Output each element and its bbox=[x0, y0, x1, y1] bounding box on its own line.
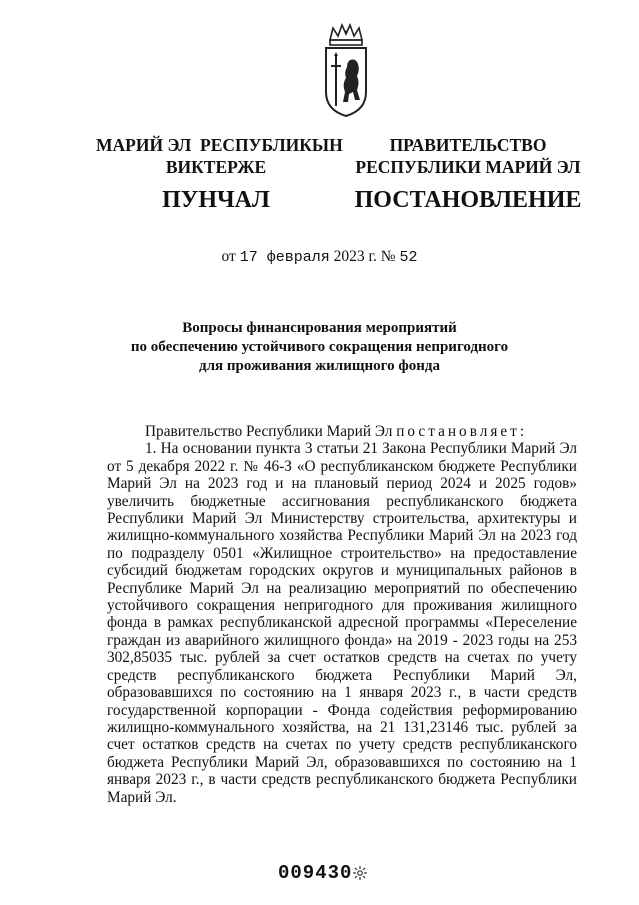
title-line3: для проживания жилищного фонда bbox=[199, 358, 440, 374]
header-left-line1: МАРИЙ ЭЛ РЕСПУБЛИКЫН bbox=[96, 135, 343, 155]
intro-line bbox=[107, 423, 577, 440]
coat-of-arms-icon bbox=[322, 22, 370, 118]
header-right bbox=[348, 134, 588, 215]
title-line1: Вопросы финансирования мероприятий bbox=[182, 320, 457, 336]
header-left-doc-type: ПУНЧАЛ bbox=[162, 187, 270, 213]
intro-decree-word: постановляет: bbox=[396, 423, 528, 440]
serial-number: 009430 bbox=[278, 862, 353, 884]
date-prefix: от bbox=[221, 248, 236, 265]
header-left-line2: ВИКТЕРЖЕ bbox=[165, 157, 267, 177]
header-right-doc-type: ПОСТАНОВЛЕНИЕ bbox=[354, 187, 582, 213]
security-mark-icon bbox=[352, 865, 368, 881]
date-day-month: 17 февраля bbox=[239, 249, 330, 266]
intro-start: Правительство Республики Марий Эл bbox=[145, 423, 393, 440]
header-right-line1: ПРАВИТЕЛЬСТВО bbox=[389, 135, 547, 155]
paragraph-1: 1. На основании пункта 3 статьи 21 Закона Республики Марий Эл от 5 декабря 2022 г. № 46-З «О республиканском бюджете Республики Марий Эл на 2023 год и на плановый период 2024 и 2025 годов» увеличить бюджетные ассигнования республиканского бюджета Республики Марий Эл Министерству строительства, архитектуры и жилищно-коммунального хозяйства Республики Марий Эл на 2023 год по подразделу 0501 «Жилищное строительство» на предоставление субсидий бюджетам городских округов и муниципальных районов в Республике Марий Эл на реализацию мероприятий по обеспечению устойчивого сокращения непригодного для проживания жилищного фонда в рамках республиканской адресной программы «Переселение граждан из аварийного жилищного фонда» на 2019 - 2023 годы на 253 302,85035 тыс. рублей за счет остатков средств на счетах по учету средств республиканского бюджета Республики Марий Эл, образовавшихся по состоянию на 1 января 2023 г., в части средств государственной корпорации - Фонда содействия реформированию жилищно-коммунального хозяйства, на 21 131,23146 тыс. рублей за счет остатков средств на счетах по учету средств республиканского бюджета Республики Марий Эл, образовавшихся по состоянию на 1 января 2023 г., в части средств республиканского бюджета Республики Марий Эл. bbox=[107, 440, 577, 806]
document-title bbox=[100, 319, 539, 376]
document-number: 52 bbox=[399, 249, 418, 266]
title-line2: по обеспечению устойчивого сокращения непригодного bbox=[130, 339, 509, 355]
date-year: 2023 г. № bbox=[333, 248, 396, 265]
header-left bbox=[96, 134, 343, 215]
header-right-line2: РЕСПУБЛИКИ МАРИЙ ЭЛ bbox=[355, 157, 581, 177]
document-body bbox=[107, 423, 577, 806]
document-date bbox=[0, 248, 639, 266]
